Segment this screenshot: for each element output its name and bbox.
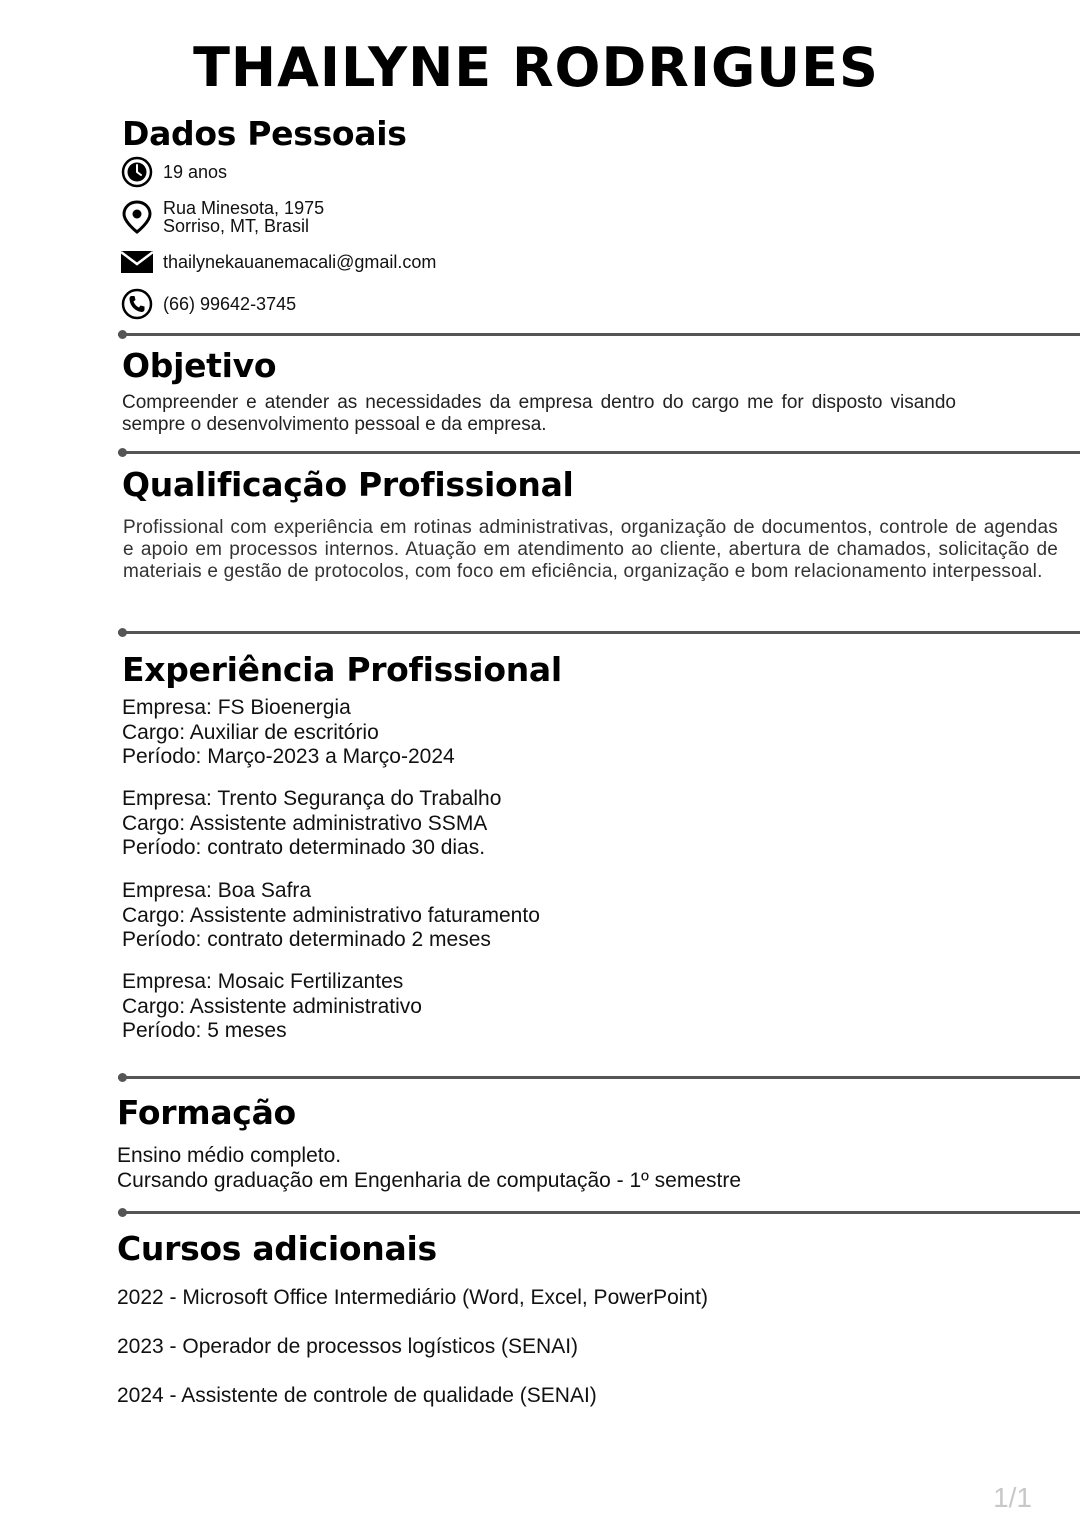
section-divider bbox=[118, 333, 1080, 336]
page-indicator: 1/1 bbox=[993, 1482, 1032, 1513]
address-line-1: Rua Minesota, 1975 bbox=[163, 198, 325, 218]
course-item: 2022 - Microsoft Office Intermediário (Word, Excel, PowerPoint) bbox=[117, 1286, 708, 1309]
job-entry bbox=[122, 787, 501, 861]
age-text: 19 anos bbox=[163, 162, 228, 182]
course-item: 2023 - Operador de processos logísticos (SENAI) bbox=[117, 1335, 579, 1358]
job-entry bbox=[122, 970, 422, 1044]
address-block bbox=[163, 199, 324, 235]
job-entry bbox=[122, 879, 540, 953]
contact-address bbox=[120, 199, 324, 235]
courses-heading: Cursos adicionais bbox=[117, 1229, 437, 1268]
section-divider bbox=[118, 1211, 1080, 1214]
job-role: Cargo: Assistente administrativo SSMA bbox=[122, 811, 488, 835]
education-line: Ensino médio completo. bbox=[117, 1144, 342, 1167]
objective-heading: Objetivo bbox=[122, 346, 277, 385]
envelope-icon bbox=[120, 245, 154, 279]
contact-email bbox=[120, 245, 436, 279]
experience-heading: Experiência Profissional bbox=[122, 650, 562, 689]
job-period: Período: contrato determinado 30 dias. bbox=[122, 836, 486, 859]
job-company: Empresa: Mosaic Fertilizantes bbox=[122, 970, 404, 993]
phone-text: (66) 99642-3745 bbox=[163, 294, 297, 314]
job-company: Empresa: Trento Segurança do Trabalho bbox=[122, 787, 502, 810]
job-period: Período: contrato determinado 2 meses bbox=[122, 928, 491, 951]
qualification-text: Profissional com experiência em rotinas administrativas, organização de documentos, controle de agendas e apoio em processos internos. Atuação em atendimento ao cliente, abertura de chamados, solicitação de materiais e gestão de protocolos, com foco em eficiência, organização e bom relacionamento interpessoal. bbox=[123, 517, 1058, 582]
address-line-2: Sorriso, MT, Brasil bbox=[163, 216, 310, 236]
job-role: Cargo: Assistente administrativo bbox=[122, 994, 422, 1018]
job-period: Período: 5 meses bbox=[122, 1019, 287, 1042]
job-entry bbox=[122, 696, 455, 770]
job-role: Cargo: Auxiliar de escritório bbox=[122, 720, 379, 744]
course-item: 2024 - Assistente de controle de qualidade (SENAI) bbox=[117, 1384, 597, 1407]
qualification-heading: Qualificação Profissional bbox=[122, 465, 574, 504]
job-company: Empresa: FS Bioenergia bbox=[122, 696, 351, 719]
section-divider bbox=[118, 451, 1080, 454]
location-pin-icon bbox=[120, 200, 154, 234]
contact-phone bbox=[120, 287, 296, 321]
job-period: Período: Março-2023 a Março-2024 bbox=[122, 745, 455, 768]
email-text: thailynekauanemacali@gmail.com bbox=[163, 252, 437, 272]
candidate-name: THAILYNE RODRIGUES bbox=[193, 36, 879, 99]
job-role: Cargo: Assistente administrativo faturamento bbox=[122, 903, 540, 927]
objective-text: Compreender e atender as necessidades da empresa dentro do cargo me for disposto visando sempre o desenvolvimento pessoal e da empresa. bbox=[122, 392, 956, 435]
education-line: Cursando graduação em Engenharia de computação - 1º semestre bbox=[117, 1169, 742, 1192]
section-divider bbox=[118, 631, 1080, 634]
contact-age bbox=[120, 155, 227, 189]
phone-icon bbox=[120, 287, 154, 321]
job-company: Empresa: Boa Safra bbox=[122, 879, 312, 902]
clock-icon bbox=[120, 155, 154, 189]
personal-data-heading: Dados Pessoais bbox=[122, 114, 407, 153]
section-divider bbox=[118, 1076, 1080, 1079]
education-heading: Formação bbox=[117, 1093, 296, 1132]
